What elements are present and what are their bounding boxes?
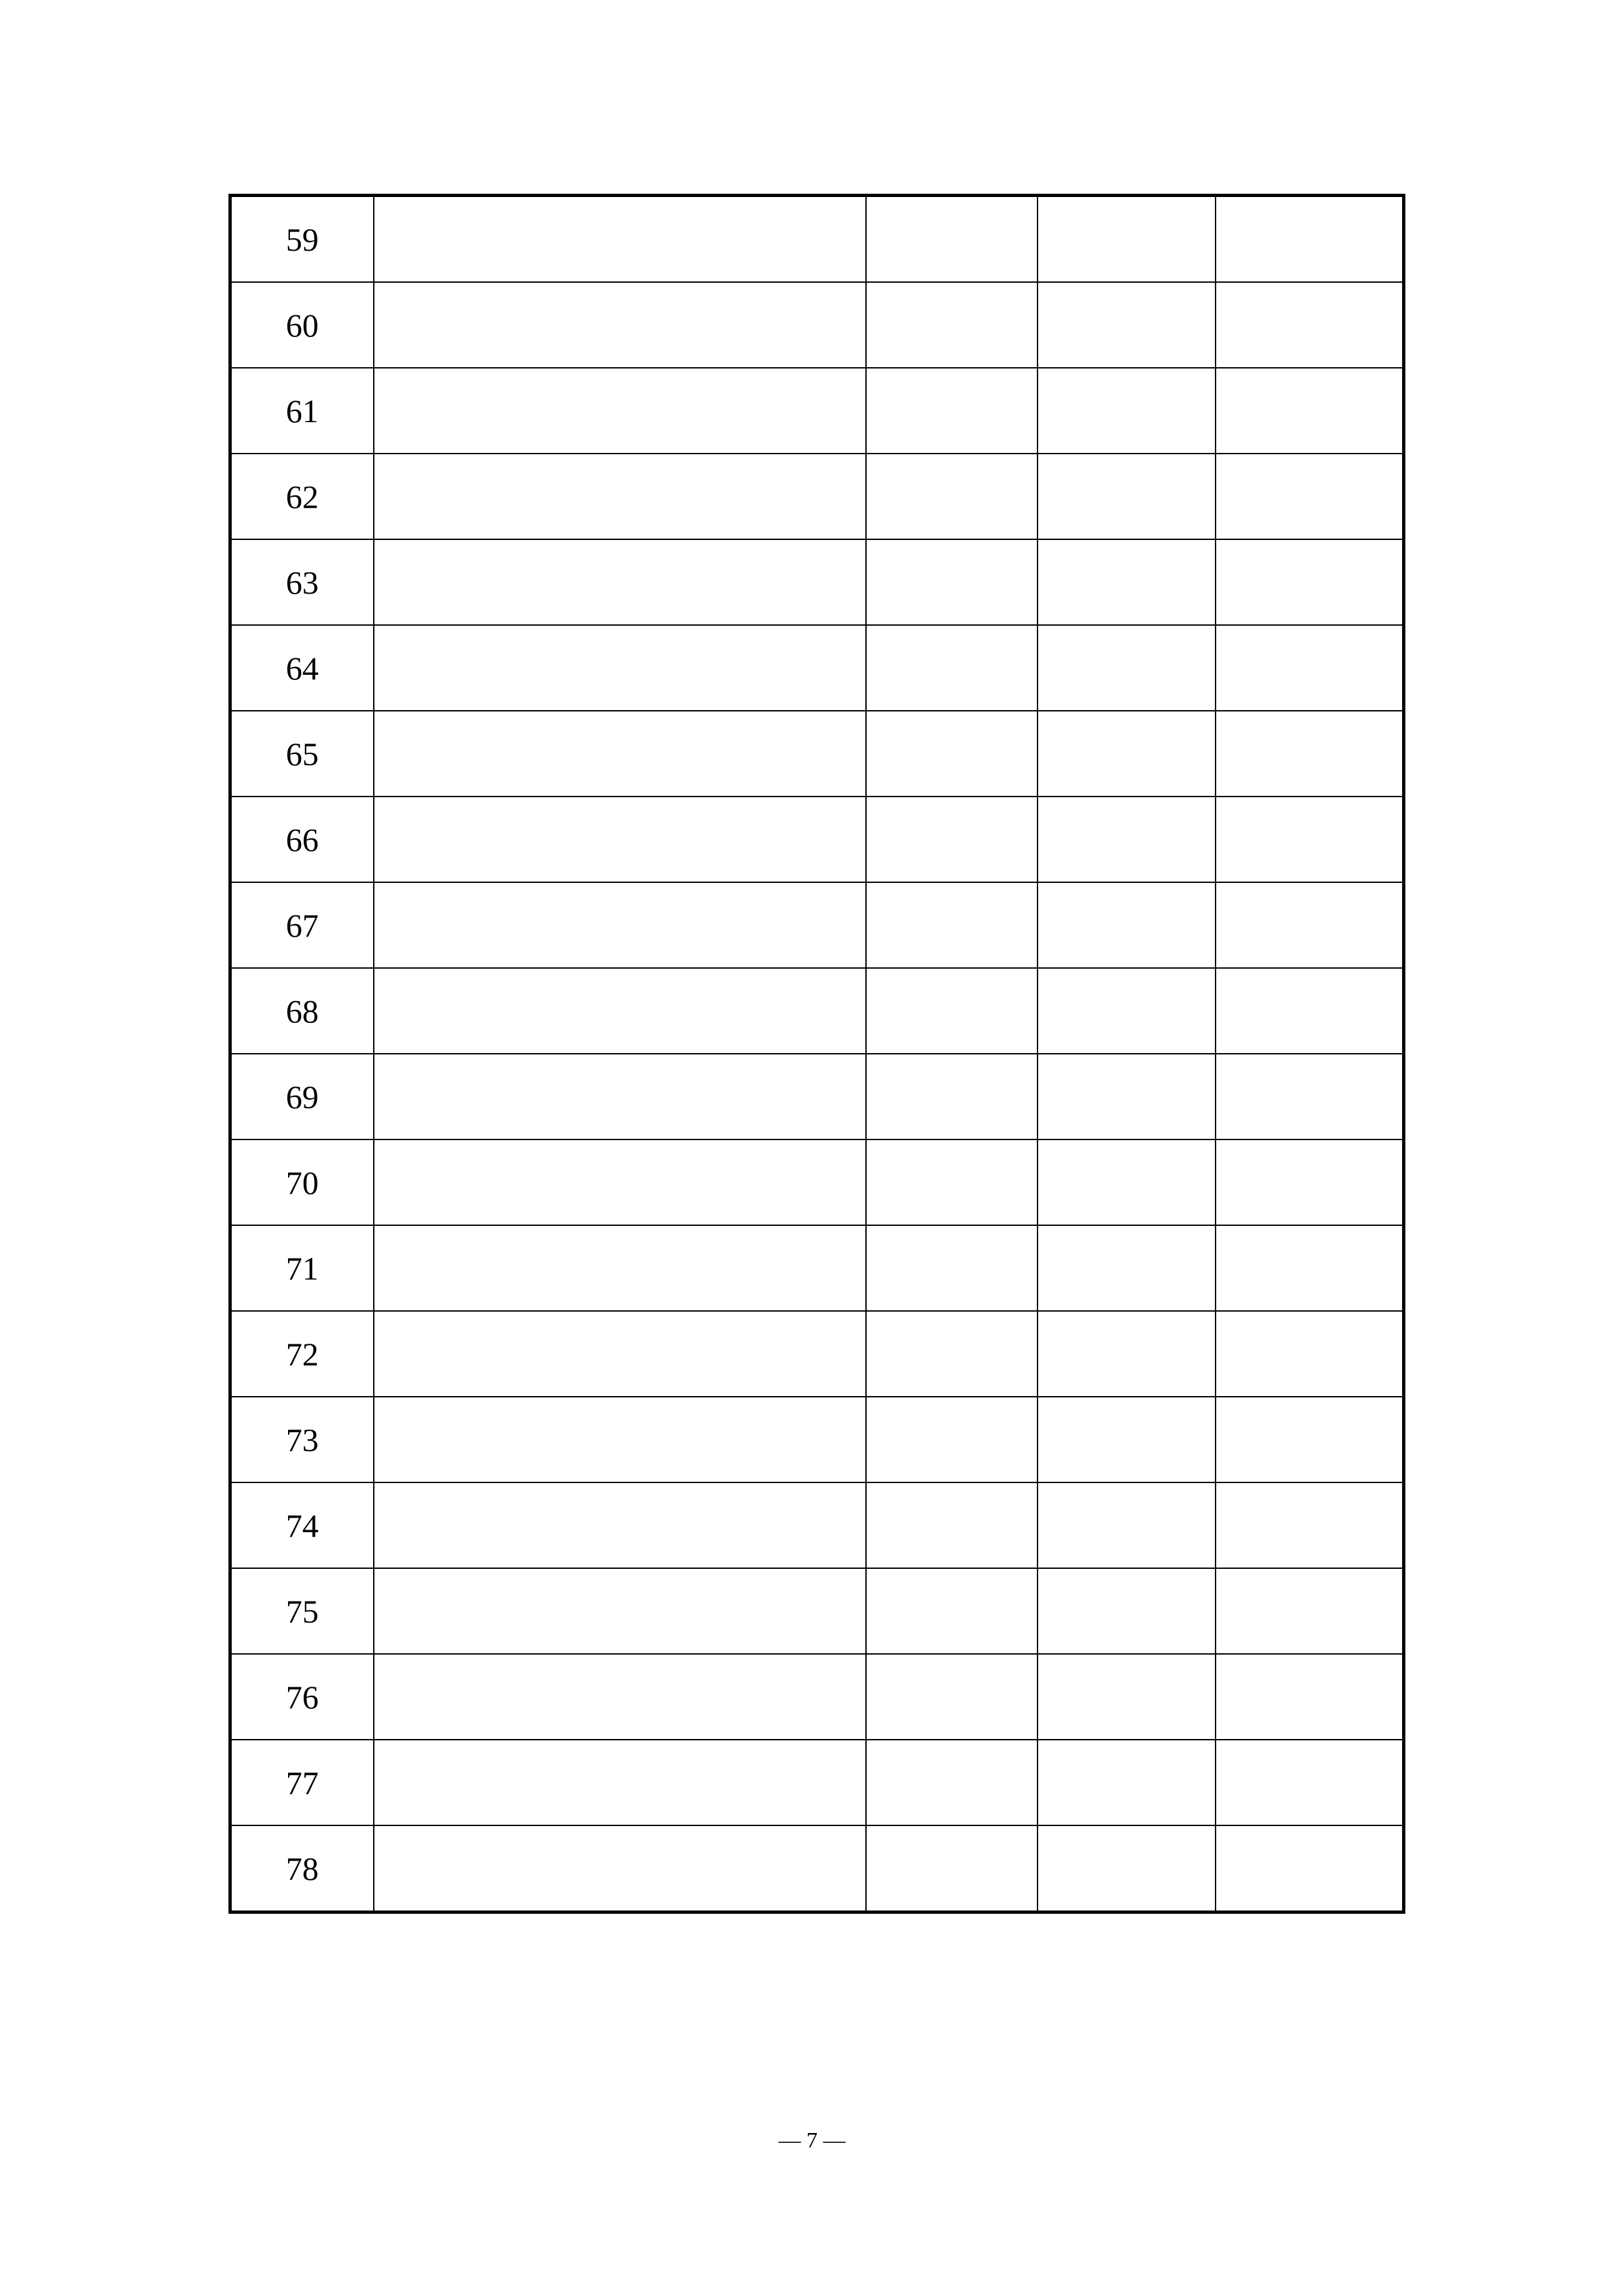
empty-cell-col-1 (374, 968, 866, 1054)
empty-cell-col-1 (374, 797, 866, 882)
empty-cell-col-1 (374, 1054, 866, 1139)
form-table (228, 194, 1405, 1914)
row-number-cell: 66 (230, 797, 374, 882)
table-row (230, 711, 1404, 797)
empty-cell-col-4 (1216, 1568, 1404, 1654)
empty-cell-col-4 (1216, 368, 1404, 454)
empty-cell-col-4 (1216, 1054, 1404, 1139)
empty-cell-col-1 (374, 196, 866, 283)
row-number-cell: 64 (230, 625, 374, 711)
empty-cell-col-4 (1216, 539, 1404, 625)
table-row (230, 368, 1404, 454)
row-number-cell: 68 (230, 968, 374, 1054)
table-row (230, 1311, 1404, 1397)
empty-cell-col-3 (1038, 1225, 1216, 1311)
empty-cell-col-4 (1216, 282, 1404, 368)
empty-cell-col-4 (1216, 797, 1404, 882)
empty-cell-col-4 (1216, 1225, 1404, 1311)
empty-cell-col-2 (866, 1397, 1038, 1482)
empty-cell-col-4 (1216, 1654, 1404, 1740)
row-number-cell: 73 (230, 1397, 374, 1482)
empty-cell-col-2 (866, 1740, 1038, 1825)
empty-cell-col-2 (866, 282, 1038, 368)
empty-cell-col-3 (1038, 1054, 1216, 1139)
table-row (230, 1654, 1404, 1740)
empty-cell-col-3 (1038, 368, 1216, 454)
page-number: — 7 — (778, 2128, 846, 2153)
table-row (230, 1825, 1404, 1912)
empty-cell-col-4 (1216, 196, 1404, 283)
empty-cell-col-4 (1216, 1139, 1404, 1225)
empty-cell-col-3 (1038, 1139, 1216, 1225)
empty-cell-col-1 (374, 368, 866, 454)
empty-cell-col-3 (1038, 1311, 1216, 1397)
row-number-cell: 71 (230, 1225, 374, 1311)
empty-cell-col-4 (1216, 711, 1404, 797)
row-number-cell: 74 (230, 1482, 374, 1568)
table-row (230, 1397, 1404, 1482)
empty-cell-col-4 (1216, 1825, 1404, 1912)
empty-cell-col-1 (374, 1825, 866, 1912)
empty-cell-col-2 (866, 1054, 1038, 1139)
empty-cell-col-3 (1038, 454, 1216, 539)
empty-cell-col-3 (1038, 196, 1216, 283)
empty-cell-col-3 (1038, 1825, 1216, 1912)
row-number-cell: 78 (230, 1825, 374, 1912)
row-number-cell: 61 (230, 368, 374, 454)
empty-cell-col-1 (374, 1139, 866, 1225)
table-row (230, 968, 1404, 1054)
row-number-cell: 62 (230, 454, 374, 539)
row-number-cell: 70 (230, 1139, 374, 1225)
table-row (230, 625, 1404, 711)
empty-cell-col-2 (866, 1482, 1038, 1568)
empty-cell-col-3 (1038, 1568, 1216, 1654)
empty-cell-col-1 (374, 1397, 866, 1482)
empty-cell-col-2 (866, 196, 1038, 283)
table-row (230, 1139, 1404, 1225)
empty-cell-col-3 (1038, 711, 1216, 797)
empty-cell-col-4 (1216, 454, 1404, 539)
empty-cell-col-1 (374, 1568, 866, 1654)
row-number-cell: 67 (230, 882, 374, 968)
row-number-cell: 77 (230, 1740, 374, 1825)
table-row (230, 797, 1404, 882)
empty-cell-col-4 (1216, 1740, 1404, 1825)
empty-cell-col-3 (1038, 539, 1216, 625)
empty-cell-col-3 (1038, 882, 1216, 968)
table-body (230, 196, 1404, 1912)
row-number-cell: 63 (230, 539, 374, 625)
empty-cell-col-2 (866, 1568, 1038, 1654)
empty-cell-col-4 (1216, 1482, 1404, 1568)
empty-cell-col-2 (866, 1825, 1038, 1912)
row-number-cell: 60 (230, 282, 374, 368)
empty-cell-col-3 (1038, 797, 1216, 882)
empty-cell-col-3 (1038, 625, 1216, 711)
empty-cell-col-4 (1216, 625, 1404, 711)
empty-cell-col-4 (1216, 1397, 1404, 1482)
empty-cell-col-1 (374, 1654, 866, 1740)
empty-cell-col-2 (866, 797, 1038, 882)
empty-cell-col-2 (866, 711, 1038, 797)
empty-cell-col-1 (374, 539, 866, 625)
empty-cell-col-1 (374, 882, 866, 968)
empty-cell-col-1 (374, 1482, 866, 1568)
empty-cell-col-1 (374, 1740, 866, 1825)
empty-cell-col-2 (866, 1225, 1038, 1311)
row-number-cell: 65 (230, 711, 374, 797)
empty-cell-col-1 (374, 625, 866, 711)
empty-cell-col-2 (866, 1311, 1038, 1397)
empty-cell-col-3 (1038, 1740, 1216, 1825)
table-row (230, 454, 1404, 539)
empty-cell-col-1 (374, 282, 866, 368)
empty-cell-col-4 (1216, 968, 1404, 1054)
empty-cell-col-2 (866, 368, 1038, 454)
empty-cell-col-3 (1038, 1654, 1216, 1740)
empty-cell-col-3 (1038, 968, 1216, 1054)
table-row (230, 1054, 1404, 1139)
row-number-cell: 72 (230, 1311, 374, 1397)
empty-cell-col-3 (1038, 282, 1216, 368)
empty-cell-col-1 (374, 454, 866, 539)
empty-cell-col-4 (1216, 882, 1404, 968)
row-number-cell: 75 (230, 1568, 374, 1654)
row-number-cell: 69 (230, 1054, 374, 1139)
empty-cell-col-1 (374, 711, 866, 797)
row-number-cell: 76 (230, 1654, 374, 1740)
table-row (230, 882, 1404, 968)
row-number-cell: 59 (230, 196, 374, 283)
table-row (230, 539, 1404, 625)
empty-cell-col-2 (866, 1139, 1038, 1225)
empty-cell-col-1 (374, 1225, 866, 1311)
table-row (230, 282, 1404, 368)
empty-cell-col-2 (866, 1654, 1038, 1740)
table-row (230, 1482, 1404, 1568)
empty-cell-col-3 (1038, 1482, 1216, 1568)
empty-cell-col-2 (866, 539, 1038, 625)
empty-cell-col-4 (1216, 1311, 1404, 1397)
empty-cell-col-2 (866, 882, 1038, 968)
empty-cell-col-2 (866, 625, 1038, 711)
empty-cell-col-3 (1038, 1397, 1216, 1482)
table-row (230, 1225, 1404, 1311)
empty-cell-col-1 (374, 1311, 866, 1397)
table-row (230, 196, 1404, 283)
empty-cell-col-2 (866, 968, 1038, 1054)
table-row (230, 1740, 1404, 1825)
empty-cell-col-2 (866, 454, 1038, 539)
table-row (230, 1568, 1404, 1654)
